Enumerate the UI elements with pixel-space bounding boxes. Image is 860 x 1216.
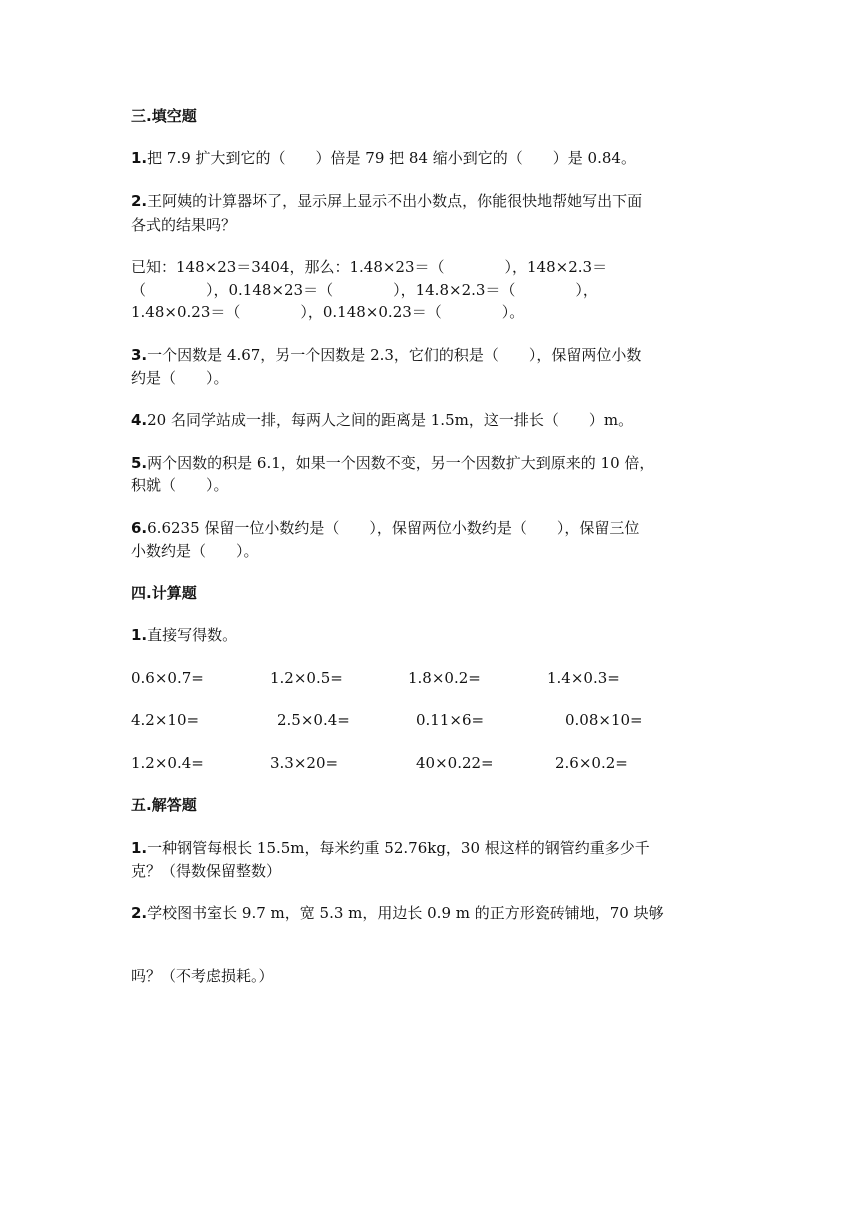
s5-q1-line2: 克？（得数保留整数） bbox=[131, 862, 282, 880]
s4-q1-number: 1. bbox=[131, 626, 148, 644]
calc-r2-c4: 0.08×10= bbox=[565, 711, 643, 729]
s5-q1-line1: 一种钢管每根长 15.5m，每米约重 52.76kg，30 根这样的钢管约重多少千 bbox=[147, 839, 650, 857]
calc-r1-c3: 1.8×0.2= bbox=[408, 669, 481, 687]
s3-question-3-line-1 bbox=[131, 344, 641, 366]
s3-q5-line1: 两个因数的积是 6.1，如果一个因数不变，另一个因数扩大到原来的 10 倍， bbox=[147, 454, 655, 472]
s3-q2-line1: 王阿姨的计算器坏了，显示屏上显示不出小数点，你能很快地帮她写出下面 bbox=[147, 192, 643, 210]
s3-q2-number: 2. bbox=[131, 192, 148, 210]
calc-r3-c4: 2.6×0.2= bbox=[555, 754, 628, 772]
s3-q4-text: 20 名同学站成一排，每两人之间的距离是 1.5m，这一排长（ ）m。 bbox=[147, 411, 634, 429]
s3-q2-known-line-2: （ ），0.148×23＝（ ），14.8×2.3＝（ ）， bbox=[131, 281, 598, 299]
s5-q2-number: 2. bbox=[131, 904, 148, 922]
s3-q1-number: 1. bbox=[131, 149, 148, 167]
calc-r3-c1: 1.2×0.4= bbox=[131, 754, 204, 772]
calc-r2-c2: 2.5×0.4= bbox=[277, 711, 350, 729]
s3-question-4 bbox=[131, 409, 633, 431]
section-4-heading: 四.计算题 bbox=[131, 584, 197, 602]
calc-r1-c4: 1.4×0.3= bbox=[547, 669, 620, 687]
s3-q3-line1: 一个因数是 4.67，另一个因数是 2.3，它们的积是（ ），保留两位小数 bbox=[147, 346, 642, 364]
s3-question-6-line-1 bbox=[131, 517, 639, 539]
section-5-heading: 五.解答题 bbox=[131, 796, 197, 814]
calc-r1-c2: 1.2×0.5= bbox=[270, 669, 343, 687]
calc-r2-c1: 4.2×10= bbox=[131, 711, 200, 729]
s5-question-2-line-1 bbox=[131, 902, 664, 924]
calc-r2-c3: 0.11×6= bbox=[416, 711, 485, 729]
s5-q2-line2: 吗？（不考虑损耗。） bbox=[131, 967, 274, 985]
s3-q2-line2: 各式的结果吗？ bbox=[131, 216, 237, 234]
s5-question-1-line-1 bbox=[131, 837, 650, 859]
s3-q3-number: 3. bbox=[131, 346, 148, 364]
section-3-heading: 三.填空题 bbox=[131, 107, 197, 125]
s5-q2-line1: 学校图书室长 9.7 m，宽 5.3 m，用边长 0.9 m 的正方形瓷砖铺地，70 块够 bbox=[147, 904, 664, 922]
s3-q5-number: 5. bbox=[131, 454, 148, 472]
s4-q1-text: 直接写得数。 bbox=[147, 626, 238, 644]
s3-q2-known-line-3: 1.48×0.23＝（ ），0.148×0.23＝（ ）。 bbox=[131, 303, 525, 321]
s3-question-1 bbox=[131, 147, 636, 169]
calc-r3-c2: 3.3×20= bbox=[270, 754, 339, 772]
calc-r3-c3: 40×0.22= bbox=[416, 754, 494, 772]
s3-q5-line2: 积就（ ）。 bbox=[131, 476, 229, 494]
s3-q1-text: 把 7.9 扩大到它的（ ）倍是 79 把 84 缩小到它的（ ）是 0.84。 bbox=[147, 149, 636, 167]
calc-r1-c1: 0.6×0.7= bbox=[131, 669, 204, 687]
s3-q6-number: 6. bbox=[131, 519, 148, 537]
s4-question-1 bbox=[131, 624, 237, 646]
s3-q3-line2: 约是（ ）。 bbox=[131, 369, 229, 387]
s3-q6-line2: 小数约是（ ）。 bbox=[131, 542, 259, 560]
s3-q4-number: 4. bbox=[131, 411, 148, 429]
s5-q1-number: 1. bbox=[131, 839, 148, 857]
s3-q2-known-line-1: 已知：148×23＝3404，那么：1.48×23＝（ ），148×2.3＝ bbox=[131, 258, 608, 276]
s3-question-2-line-1 bbox=[131, 190, 642, 212]
s3-q6-line1: 6.6235 保留一位小数约是（ ），保留两位小数约是（ ），保留三位 bbox=[147, 519, 640, 537]
s3-question-5-line-1 bbox=[131, 452, 654, 474]
